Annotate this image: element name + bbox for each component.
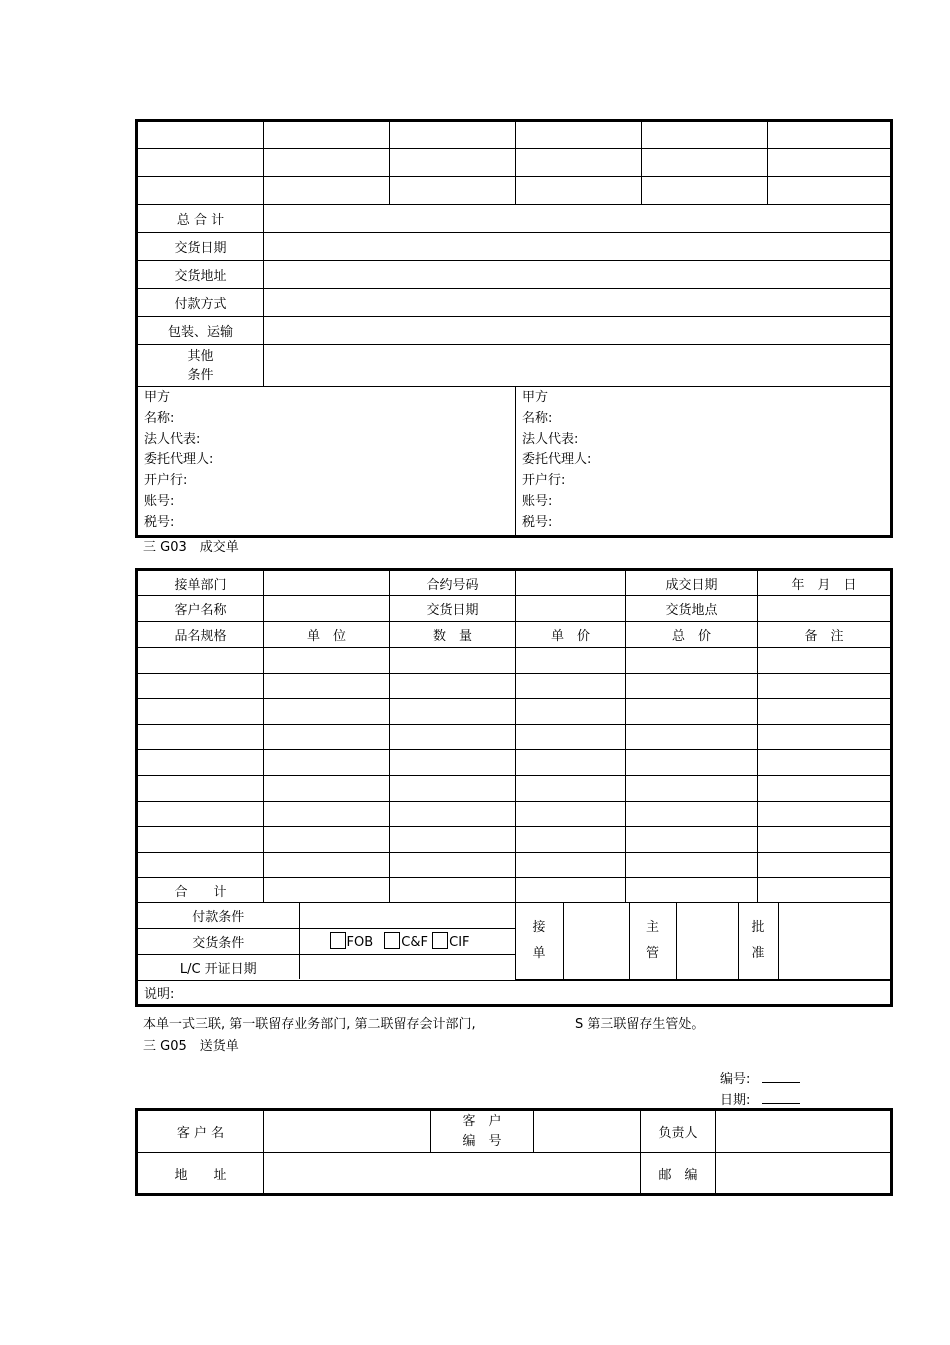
- address-label: 地 址: [137, 1153, 264, 1195]
- item-cell[interactable]: [137, 177, 264, 205]
- delivery-address-label: 交货地址: [137, 261, 264, 289]
- total-cell[interactable]: [390, 878, 516, 903]
- delivery-address-value[interactable]: [264, 261, 892, 289]
- table-cell[interactable]: [626, 699, 758, 725]
- cf-checkbox[interactable]: [384, 932, 400, 949]
- total-cell[interactable]: [516, 878, 626, 903]
- table-cell[interactable]: [137, 724, 264, 750]
- table-cell[interactable]: [758, 775, 892, 801]
- packing-transport-row: [137, 317, 892, 345]
- table-cell[interactable]: [626, 724, 758, 750]
- column-header-row: [137, 622, 892, 648]
- table-cell[interactable]: [626, 852, 758, 878]
- table-cell[interactable]: [390, 852, 516, 878]
- table-cell[interactable]: [264, 750, 390, 776]
- deal-date-value[interactable]: 年 月 日: [758, 570, 892, 596]
- item-cell[interactable]: [642, 177, 768, 205]
- approve-label: 批 准: [738, 903, 778, 979]
- parties-row: [137, 387, 892, 537]
- table-cell[interactable]: [626, 648, 758, 674]
- customer-no-value[interactable]: [534, 1110, 641, 1153]
- address-value[interactable]: [264, 1153, 641, 1195]
- manager-value[interactable]: [716, 1110, 892, 1153]
- packing-transport-value[interactable]: [264, 317, 892, 345]
- item-cell[interactable]: [768, 177, 892, 205]
- fob-label: FOB: [346, 935, 374, 951]
- contract-no-value[interactable]: [516, 570, 626, 596]
- party-a-bank: 开户行:: [144, 473, 188, 489]
- delivery-date-label: 交货日期: [137, 233, 264, 261]
- order-dept-value[interactable]: [264, 570, 390, 596]
- table-cell[interactable]: [264, 827, 390, 853]
- item-cell[interactable]: [137, 149, 264, 177]
- other-conditions-label: 其他 条件: [137, 345, 264, 387]
- number-blank[interactable]: [762, 1070, 800, 1083]
- table-cell[interactable]: [516, 801, 626, 827]
- delivery-terms-options: [299, 928, 515, 954]
- item-row: [137, 149, 892, 177]
- table-cell[interactable]: [758, 801, 892, 827]
- customer-name-value[interactable]: [264, 1110, 431, 1153]
- customer-no-label: 客 户 编 号: [431, 1110, 534, 1153]
- payment-terms-value[interactable]: [299, 903, 515, 928]
- table-cell[interactable]: [390, 724, 516, 750]
- total-cell[interactable]: [626, 878, 758, 903]
- table-cell[interactable]: [390, 827, 516, 853]
- delivery-place-value[interactable]: [758, 596, 892, 622]
- footnote-part-b: S 第三联留存生管处。: [575, 1017, 705, 1032]
- address-row: [137, 1153, 892, 1195]
- other-conditions-value[interactable]: [264, 345, 892, 387]
- total-row: [137, 878, 892, 903]
- party-b-title: 甲方: [522, 390, 549, 405]
- lc-date-value[interactable]: [299, 954, 515, 979]
- delivery-address-row: [137, 261, 892, 289]
- cif-label: CIF: [449, 935, 470, 951]
- packing-transport-label: 包装、运输: [137, 317, 264, 345]
- terms-table: [138, 903, 891, 980]
- party-b-account: 账号:: [522, 493, 553, 509]
- table-cell[interactable]: [137, 801, 264, 827]
- grand-total-label: 总 合 计: [137, 205, 264, 233]
- cif-checkbox[interactable]: [432, 932, 448, 949]
- table-cell[interactable]: [516, 648, 626, 674]
- grand-total-row: [137, 205, 892, 233]
- table-row: [137, 750, 892, 776]
- header-row-1: [137, 570, 892, 596]
- table-cell[interactable]: [758, 750, 892, 776]
- note-label: 说明:: [144, 986, 175, 1002]
- payment-method-row: [137, 289, 892, 317]
- table-row: [137, 699, 892, 725]
- party-a-legal-rep: 法人代表:: [144, 431, 201, 447]
- table-cell[interactable]: [758, 852, 892, 878]
- order-taker-label: 接 单: [515, 903, 563, 979]
- customer-name-label: 客户名称: [137, 596, 264, 622]
- table-cell[interactable]: [758, 673, 892, 699]
- header-row-2: [137, 596, 892, 622]
- table-cell[interactable]: [516, 699, 626, 725]
- approve-signature[interactable]: [778, 903, 891, 979]
- item-row: [137, 121, 892, 149]
- table-cell[interactable]: [264, 852, 390, 878]
- table-cell[interactable]: [264, 648, 390, 674]
- item-cell[interactable]: [516, 177, 642, 205]
- table-cell[interactable]: [137, 648, 264, 674]
- item-cell[interactable]: [264, 149, 390, 177]
- deal-date-label: 成交日期: [626, 570, 758, 596]
- number-label: 编号:: [720, 1072, 751, 1087]
- party-b-bank: 开户行:: [522, 473, 566, 489]
- payment-terms-label: 付款条件: [138, 903, 299, 928]
- table-cell[interactable]: [758, 827, 892, 853]
- table-row: [137, 801, 892, 827]
- item-cell[interactable]: [516, 149, 642, 177]
- table-cell[interactable]: [137, 750, 264, 776]
- item-cell[interactable]: [768, 149, 892, 177]
- table-cell[interactable]: [264, 801, 390, 827]
- table-cell[interactable]: [626, 673, 758, 699]
- table-cell[interactable]: [516, 775, 626, 801]
- table-row: [137, 673, 892, 699]
- note-cell[interactable]: [137, 980, 892, 1005]
- table-cell[interactable]: [390, 648, 516, 674]
- delivery-date-value[interactable]: [516, 596, 626, 622]
- col-price-header: 单 价: [516, 622, 626, 648]
- table-cell[interactable]: [390, 801, 516, 827]
- other-conditions-row: [137, 345, 892, 387]
- table-row: [137, 775, 892, 801]
- table-cell[interactable]: [264, 673, 390, 699]
- table-cell[interactable]: [626, 827, 758, 853]
- delivery-terms-label: 交货条件: [138, 928, 299, 954]
- item-cell[interactable]: [642, 149, 768, 177]
- party-a-title: 甲方: [144, 390, 171, 405]
- table-cell[interactable]: [390, 750, 516, 776]
- contract-table: [135, 119, 893, 538]
- table-row: [137, 852, 892, 878]
- item-cell[interactable]: [137, 121, 264, 149]
- customer-row: [137, 1110, 892, 1153]
- item-cell[interactable]: [768, 121, 892, 149]
- table-cell[interactable]: [137, 775, 264, 801]
- g03-heading: 三 G03 成交单: [143, 540, 239, 555]
- table-row: [137, 724, 892, 750]
- delivery-date-label: 交货日期: [390, 596, 516, 622]
- g05-heading: 三 G05 送货单: [143, 1039, 239, 1054]
- supervisor-label: 主 管: [629, 903, 676, 979]
- table-cell[interactable]: [137, 827, 264, 853]
- total-cell[interactable]: [758, 878, 892, 903]
- total-label: 合 计: [137, 878, 264, 903]
- table-cell[interactable]: [516, 673, 626, 699]
- order-taker-signature[interactable]: [563, 903, 629, 979]
- table-cell[interactable]: [626, 801, 758, 827]
- table-cell[interactable]: [758, 648, 892, 674]
- item-cell[interactable]: [390, 177, 516, 205]
- table-cell[interactable]: [264, 775, 390, 801]
- table-cell[interactable]: [390, 699, 516, 725]
- lc-date-label: L/C 开证日期: [138, 954, 299, 979]
- item-cell[interactable]: [264, 121, 390, 149]
- table-cell[interactable]: [137, 852, 264, 878]
- delivery-note-table: [135, 1108, 893, 1196]
- postcode-value[interactable]: [716, 1153, 892, 1195]
- table-cell[interactable]: [516, 827, 626, 853]
- total-cell[interactable]: [264, 878, 390, 903]
- table-row: [137, 648, 892, 674]
- table-cell[interactable]: [390, 673, 516, 699]
- delivery-date-value[interactable]: [264, 233, 892, 261]
- item-cell[interactable]: [390, 149, 516, 177]
- customer-name-label: 客 户 名: [137, 1110, 264, 1153]
- table-row: [137, 827, 892, 853]
- party-b-legal-rep: 法人代表:: [522, 431, 579, 447]
- party-a-account: 账号:: [144, 493, 175, 509]
- date-field: [720, 1089, 800, 1108]
- party-a-tax-no: 税号:: [144, 514, 175, 530]
- item-cell[interactable]: [264, 177, 390, 205]
- payment-method-value[interactable]: [264, 289, 892, 317]
- delivery-date-row: [137, 233, 892, 261]
- manager-label: 负责人: [641, 1110, 716, 1153]
- payment-method-label: 付款方式: [137, 289, 264, 317]
- party-a-block: [137, 387, 516, 537]
- terms-block: [137, 903, 892, 981]
- table-cell[interactable]: [137, 673, 264, 699]
- g03-item-rows: [137, 648, 892, 878]
- table-cell[interactable]: [137, 699, 264, 725]
- item-row: [137, 177, 892, 205]
- table-cell[interactable]: [516, 852, 626, 878]
- table-cell[interactable]: [264, 724, 390, 750]
- note-row: [137, 980, 892, 1005]
- terms-block-row: [137, 903, 892, 981]
- footnote-part-a: 本单一式三联, 第一联留存业务部门, 第二联留存会计部门,: [143, 1017, 476, 1032]
- table-cell[interactable]: [626, 750, 758, 776]
- item-cell[interactable]: [642, 121, 768, 149]
- supervisor-signature[interactable]: [676, 903, 738, 979]
- party-a-name: 名称:: [144, 410, 175, 426]
- table-cell[interactable]: [758, 699, 892, 725]
- party-b-block: [516, 387, 892, 537]
- table-cell[interactable]: [516, 750, 626, 776]
- table-cell[interactable]: [264, 699, 390, 725]
- delivery-place-label: 交货地点: [626, 596, 758, 622]
- number-field: [720, 1068, 800, 1087]
- item-cell[interactable]: [516, 121, 642, 149]
- party-a-agent: 委托代理人:: [144, 452, 214, 468]
- fob-checkbox[interactable]: [330, 932, 346, 949]
- col-spec-header: 品名规格: [137, 622, 264, 648]
- deal-form-table: [135, 568, 893, 1007]
- order-dept-label: 接单部门: [137, 570, 264, 596]
- col-unit-header: 单 位: [264, 622, 390, 648]
- party-b-agent: 委托代理人:: [522, 452, 592, 468]
- postcode-label: 邮 编: [641, 1153, 716, 1195]
- party-b-tax-no: 税号:: [522, 514, 553, 530]
- payment-terms-row: [138, 903, 891, 928]
- col-amount-header: 总 价: [626, 622, 758, 648]
- date-blank[interactable]: [762, 1091, 800, 1104]
- customer-name-value[interactable]: [264, 596, 390, 622]
- table-cell[interactable]: [626, 775, 758, 801]
- table-cell[interactable]: [516, 724, 626, 750]
- contract-no-label: 合约号码: [390, 570, 516, 596]
- table-cell[interactable]: [758, 724, 892, 750]
- col-qty-header: 数 量: [390, 622, 516, 648]
- item-cell[interactable]: [390, 121, 516, 149]
- col-remark-header: 备 注: [758, 622, 892, 648]
- table-cell[interactable]: [390, 775, 516, 801]
- date-label: 日期:: [720, 1093, 751, 1108]
- cf-label: C&F: [401, 935, 428, 951]
- grand-total-value[interactable]: [264, 205, 892, 233]
- party-b-name: 名称:: [522, 410, 553, 426]
